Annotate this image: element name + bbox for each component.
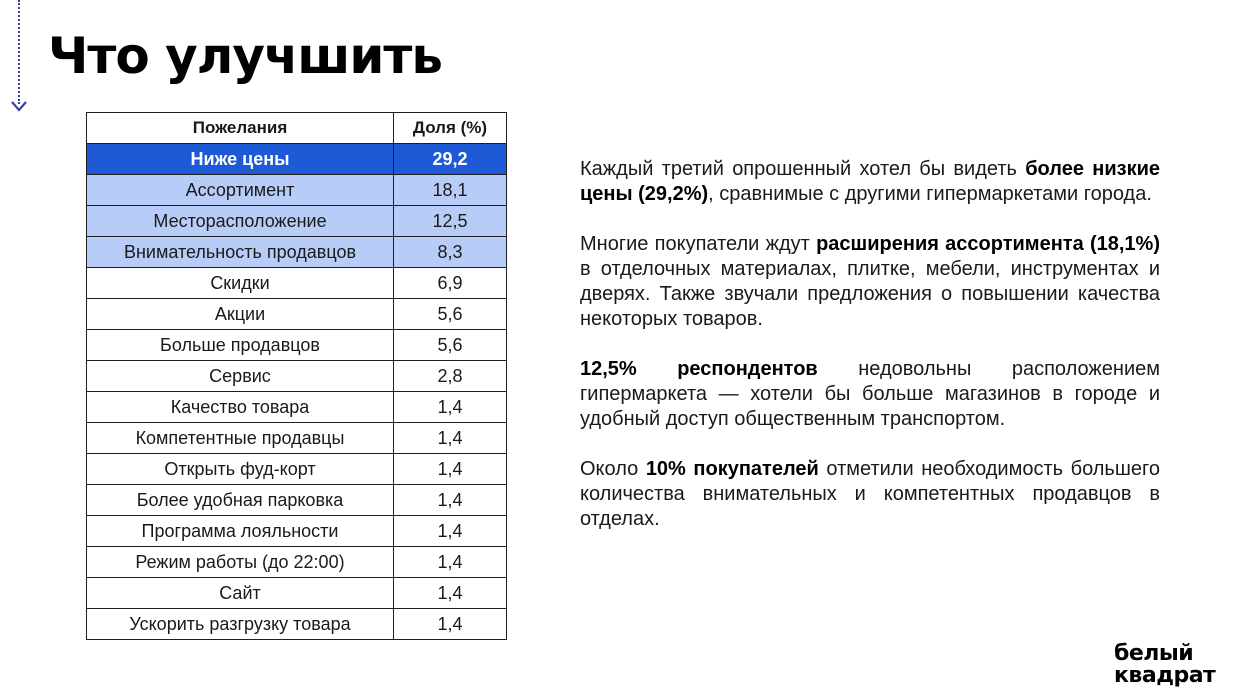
paragraph-location xyxy=(580,357,1160,432)
wish-label-cell: Открыть фуд-корт xyxy=(87,454,394,485)
share-value-cell: 6,9 xyxy=(394,268,507,299)
share-value-cell: 1,4 xyxy=(394,516,507,547)
column-header-wishes: Пожелания xyxy=(87,113,394,144)
wishes-table xyxy=(86,112,507,640)
text-run: в отделочных материалах, плитке, мебели, инструментах и дверях. Также звучали предложения о повышении качества некоторых товаров. xyxy=(580,258,1160,330)
logo-line-2: квадрат xyxy=(1114,663,1216,688)
wish-label-cell: Скидки xyxy=(87,268,394,299)
column-header-share: Доля (%) xyxy=(394,113,507,144)
table-row xyxy=(87,547,507,578)
table-row xyxy=(87,299,507,330)
page-title: Что улучшить xyxy=(48,27,443,85)
table-row xyxy=(87,485,507,516)
table-row xyxy=(87,206,507,237)
table-row xyxy=(87,144,507,175)
table-row xyxy=(87,392,507,423)
text-run: Около xyxy=(580,458,646,480)
share-value-cell: 1,4 xyxy=(394,423,507,454)
bold-text-run: 12,5% респондентов xyxy=(580,358,818,380)
brand-logo xyxy=(1114,643,1215,687)
share-value-cell: 2,8 xyxy=(394,361,507,392)
bold-text-run: более низкие цены (29,2%) xyxy=(580,158,1160,205)
share-value-cell: 29,2 xyxy=(394,144,507,175)
share-value-cell: 12,5 xyxy=(394,206,507,237)
wish-label-cell: Месторасположение xyxy=(87,206,394,237)
wish-label-cell: Режим работы (до 22:00) xyxy=(87,547,394,578)
share-value-cell: 1,4 xyxy=(394,547,507,578)
table-body xyxy=(87,144,507,640)
table-row xyxy=(87,578,507,609)
table-header-row xyxy=(87,113,507,144)
arrow-down-icon xyxy=(10,98,28,114)
paragraph-assortment xyxy=(580,232,1160,332)
logo-line-1: белый xyxy=(1114,641,1194,666)
share-value-cell: 5,6 xyxy=(394,330,507,361)
table-row xyxy=(87,330,507,361)
share-value-cell: 18,1 xyxy=(394,175,507,206)
wish-label-cell: Компетентные продавцы xyxy=(87,423,394,454)
text-run: , сравнимые с другими гипермаркетами города. xyxy=(708,183,1152,205)
table-row xyxy=(87,516,507,547)
summary-text xyxy=(580,157,1160,557)
wish-label-cell: Ассортимент xyxy=(87,175,394,206)
share-value-cell: 1,4 xyxy=(394,485,507,516)
wish-label-cell: Внимательность продавцов xyxy=(87,237,394,268)
table-row xyxy=(87,361,507,392)
wish-label-cell: Ниже цены xyxy=(87,144,394,175)
share-value-cell: 1,4 xyxy=(394,392,507,423)
wish-label-cell: Ускорить разгрузку товара xyxy=(87,609,394,640)
wish-label-cell: Более удобная парковка xyxy=(87,485,394,516)
table-row xyxy=(87,237,507,268)
share-value-cell: 5,6 xyxy=(394,299,507,330)
bold-text-run: расширения ассортимента (18,1%) xyxy=(816,233,1160,255)
table-row xyxy=(87,423,507,454)
wish-label-cell: Сайт xyxy=(87,578,394,609)
share-value-cell: 1,4 xyxy=(394,609,507,640)
bold-text-run: 10% покупателей xyxy=(645,458,819,480)
text-run: Многие покупатели ждут xyxy=(580,233,817,255)
table-row xyxy=(87,268,507,299)
text-run: Каждый третий опрошенный хотел бы видеть xyxy=(580,158,1026,180)
text-run: недовольны расположением гипермаркета — хотели бы больше магазинов в городе и удобный доступ общественным транспортом. xyxy=(580,358,1160,430)
wish-label-cell: Акции xyxy=(87,299,394,330)
share-value-cell: 1,4 xyxy=(394,578,507,609)
wish-label-cell: Сервис xyxy=(87,361,394,392)
dotted-decor-line xyxy=(18,0,20,104)
wish-label-cell: Программа лояльности xyxy=(87,516,394,547)
table-row xyxy=(87,609,507,640)
share-value-cell: 8,3 xyxy=(394,237,507,268)
paragraph-prices xyxy=(580,157,1160,207)
table-row xyxy=(87,175,507,206)
text-run: отметили необходимость большего количества внимательных и компетентных продавцов в отделах. xyxy=(580,458,1160,530)
share-value-cell: 1,4 xyxy=(394,454,507,485)
paragraph-sellers xyxy=(580,457,1160,532)
wish-label-cell: Больше продавцов xyxy=(87,330,394,361)
table-row xyxy=(87,454,507,485)
wish-label-cell: Качество товара xyxy=(87,392,394,423)
